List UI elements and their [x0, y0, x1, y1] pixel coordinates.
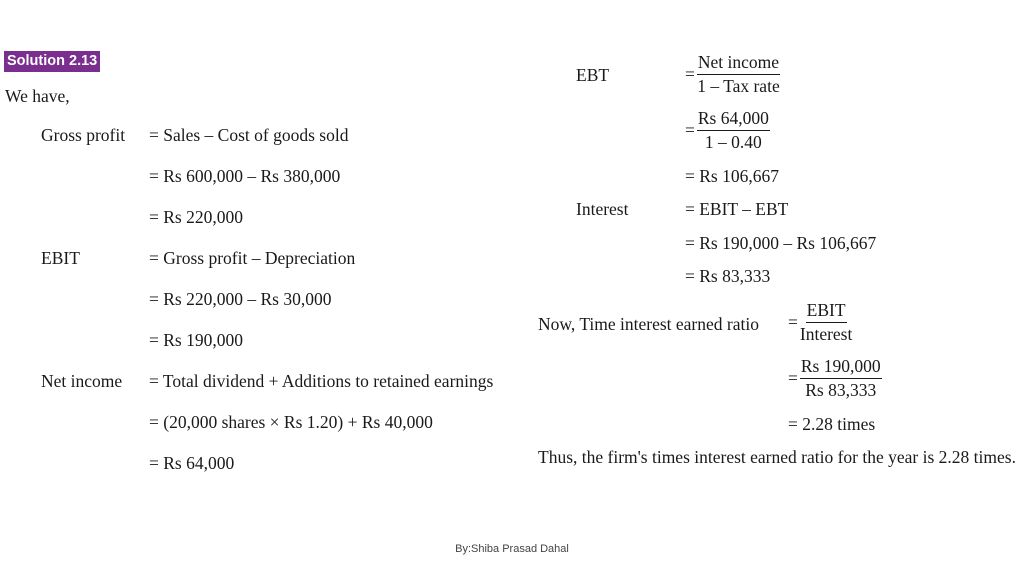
tie-frac-1-den: Interest [799, 323, 853, 344]
interest-line-3: = Rs 83,333 [685, 266, 771, 286]
net-income-line-3: = Rs 64,000 [149, 453, 235, 473]
ebit-line-3: = Rs 190,000 [149, 330, 243, 350]
gross-profit-line-1: = Sales – Cost of goods sold [149, 125, 349, 145]
ebt-frac-2-num: Rs 64,000 [697, 110, 770, 131]
ebt-label: EBT [576, 65, 610, 85]
gross-profit-line-2: = Rs 600,000 – Rs 380,000 [149, 166, 341, 186]
ebt-frac-2-den: 1 – 0.40 [704, 131, 762, 152]
tie-frac-1 [800, 302, 852, 343]
ebt-fraction-2 [685, 110, 770, 151]
tie-frac-2 [800, 358, 882, 399]
conclusion-text: Thus, the firm's times interest earned ratio for the year is 2.28 times. [538, 447, 1016, 467]
tie-frac-2-num: Rs 190,000 [800, 358, 882, 379]
tie-eq-1: = [788, 311, 798, 332]
tie-fraction-1 [788, 302, 852, 343]
ebt-frac-2 [697, 110, 770, 151]
interest-label: Interest [576, 199, 629, 219]
solution-title: Solution 2.13 [4, 51, 100, 72]
interest-line-2: = Rs 190,000 – Rs 106,667 [685, 233, 877, 253]
ebt-frac-1-num: Net income [697, 54, 780, 75]
ebt-frac-1-den: 1 – Tax rate [697, 75, 780, 96]
ebit-line-1: = Gross profit – Depreciation [149, 248, 356, 268]
ebt-fraction-1 [685, 54, 780, 95]
tie-fraction-2 [788, 358, 882, 399]
tie-frac-2-den: Rs 83,333 [805, 379, 877, 400]
tie-eq-2: = [788, 367, 798, 388]
ebit-label: EBIT [41, 248, 80, 268]
net-income-label: Net income [41, 371, 123, 391]
gross-profit-line-3: = Rs 220,000 [149, 207, 243, 227]
ebt-eq-1: = [685, 63, 695, 84]
footer-author: By:Shiba Prasad Dahal [455, 543, 569, 555]
tie-result: = 2.28 times [788, 414, 876, 434]
tie-frac-1-num: EBIT [806, 302, 847, 323]
ebt-frac-1 [697, 54, 780, 95]
ebt-result: = Rs 106,667 [685, 166, 779, 186]
net-income-line-2: = (20,000 shares × Rs 1.20) + Rs 40,000 [149, 412, 433, 432]
ebt-eq-2: = [685, 119, 695, 140]
gross-profit-label: Gross profit [41, 125, 126, 145]
intro-text: We have, [5, 86, 70, 106]
ebit-line-2: = Rs 220,000 – Rs 30,000 [149, 289, 332, 309]
tie-label: Now, Time interest earned ratio [538, 314, 759, 334]
net-income-line-1: = Total dividend + Additions to retained earnings [149, 371, 494, 391]
interest-line-1: = EBIT – EBT [685, 199, 789, 219]
